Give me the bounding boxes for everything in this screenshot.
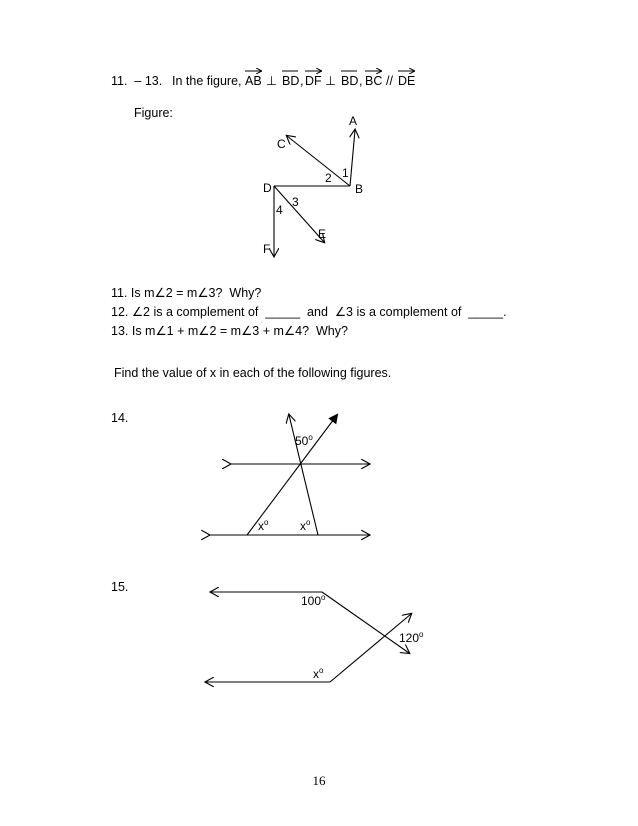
ray-b-a	[350, 130, 355, 186]
perp-symbol-2: ⊥	[325, 74, 336, 88]
question-12: 12. ∠2 is a complement of _____ and ∠3 is a complement of _____.	[111, 305, 507, 319]
ray-ab: AB	[245, 74, 262, 88]
parallel-symbol: //	[386, 74, 393, 88]
ray-b-c	[287, 136, 350, 186]
fig15-upper-diagonal	[322, 592, 409, 653]
fig14-angle-50: 50$^o$	[295, 433, 313, 448]
fig15-angle-x: $x^o$	[313, 666, 324, 681]
label-1: 1	[342, 166, 349, 180]
label-f: F	[263, 242, 271, 256]
figure-15	[206, 592, 424, 682]
comma-2: ,	[359, 74, 363, 88]
ray-de: DE	[398, 74, 416, 88]
label-c: C	[277, 137, 286, 151]
ray-bd-2: BD	[341, 74, 359, 88]
label-2: 2	[325, 171, 332, 185]
ray-df: DF	[305, 74, 322, 88]
figure-label: Figure:	[134, 106, 173, 120]
instruction: Find the value of x in each of the following figures.	[114, 366, 392, 380]
question-11: 11. Is m∠2 = m∠3? Why?	[111, 286, 262, 300]
label-3: 3	[292, 195, 299, 209]
fig14-angle-x-right: $x^o$	[300, 518, 311, 533]
fig14-transversal-2	[289, 415, 318, 535]
fig14-angle-x-left: $x^o$	[258, 518, 269, 533]
fig15-lower-diagonal	[330, 614, 411, 682]
question-13: 13. Is m∠1 + m∠2 = m∠3 + m∠4? Why?	[111, 324, 348, 338]
page-number: 16	[312, 773, 326, 788]
comma-1: ,	[300, 74, 304, 88]
label-e: E	[318, 227, 327, 241]
label-4: 4	[276, 203, 283, 217]
problem-11-13-number: 11. – 13.	[111, 74, 163, 88]
perp-symbol: ⊥	[266, 74, 277, 88]
problem-14-number: 14.	[111, 411, 129, 425]
label-b: B	[355, 182, 364, 196]
problem-11-13-prefix: In the figure,	[172, 74, 242, 88]
figure-1	[263, 114, 363, 256]
ray-bc: BC	[365, 74, 383, 88]
ray-bd-1: BD	[282, 74, 300, 88]
problem-15-number: 15.	[111, 580, 129, 594]
fig14-transversal-1	[247, 415, 337, 535]
fig15-angle-100: 100$^o$	[301, 593, 326, 608]
figure-14	[209, 415, 369, 535]
label-d: D	[263, 181, 272, 195]
label-a: A	[349, 114, 358, 128]
fig15-angle-120: 120$^o$	[399, 630, 424, 645]
